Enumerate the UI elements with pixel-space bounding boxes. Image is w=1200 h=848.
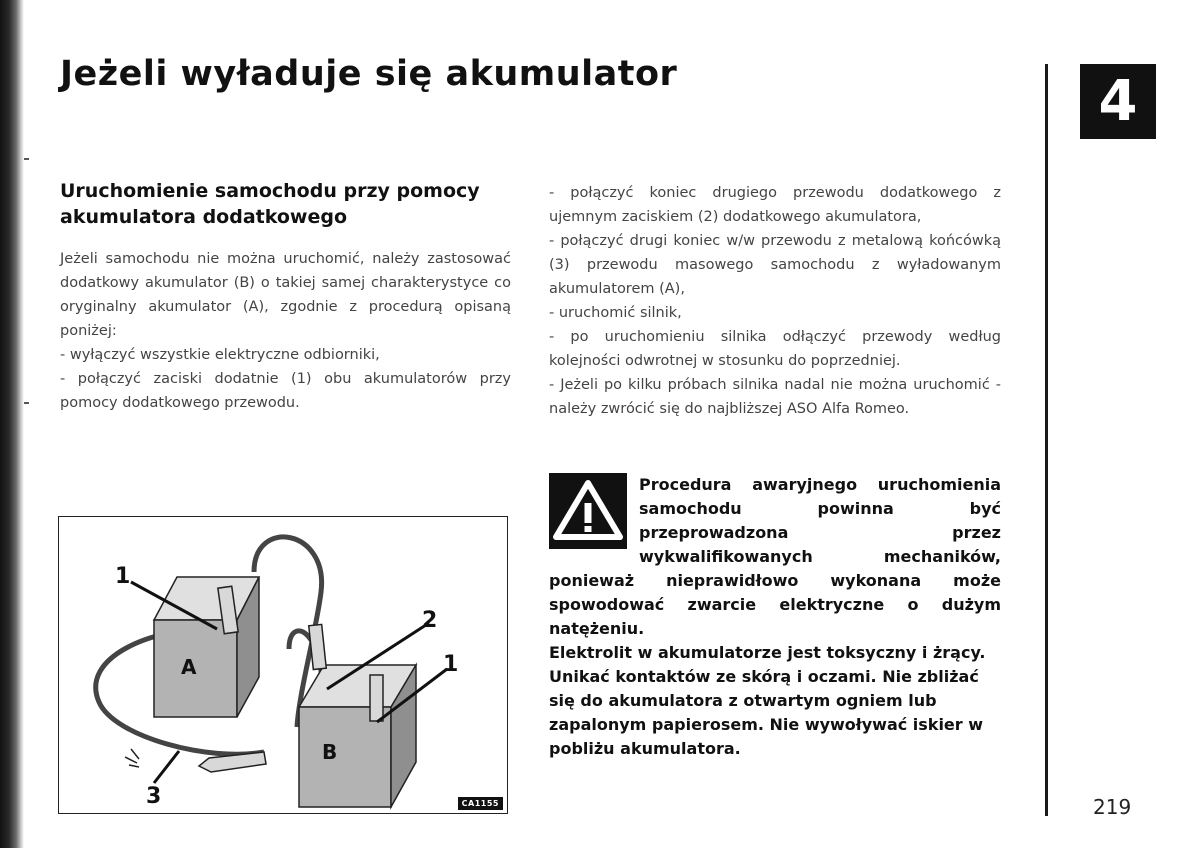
warning-notice (549, 473, 1001, 761)
step-item: - połączyć zaciski dodatnie (1) obu akumulatorów przy pomocy dodatkowego przewodu. (60, 371, 511, 411)
warning-body-text: Elektrolit w akumulatorze jest toksyczny i żrący. Unikać kontaktów ze skórą i oczami. Nie zbliżać się do akumulatora z otwartym ogniem lub zapalonym papierosem. Nie wywoływać iskier w pobliżu akumulatora. (549, 643, 986, 758)
right-column-text (549, 181, 1001, 421)
spine-mark (24, 158, 29, 160)
warning-lead-text: Procedura awaryjnego uruchomienia samochodu powinna być przeprowadzona przez wykwalifikowanych mechaników, ponieważ nieprawidłowo wykonana może spowodować zwarcie elektryczne o dużym natężeniu. (549, 475, 1001, 638)
battery-a-label: A (181, 655, 197, 679)
page-binding-shadow (0, 0, 24, 848)
callout-label: 1 (115, 564, 131, 589)
battery-b-label: B (322, 740, 338, 764)
step-item: - wyłączyć wszystkie elektryczne odbiorniki, (60, 347, 380, 363)
clamp (309, 624, 327, 669)
section-title: Uruchomienie samochodu przy pomocy akumulatora dodatkowego (60, 180, 480, 228)
step-item: - uruchomić silnik, (549, 305, 682, 321)
step-item: - po uruchomieniu silnika odłączyć przewody według kolejności odwrotnej w stosunku do poprzedniej. (549, 329, 1001, 369)
left-column-text (60, 247, 511, 415)
clamp (370, 675, 383, 721)
vertical-divider (1045, 64, 1048, 816)
chapter-marker: 4 (1080, 64, 1156, 139)
callout-label: 3 (146, 784, 162, 809)
callout-label: 2 (422, 608, 438, 633)
figure-code: CA1155 (458, 797, 503, 810)
page-number: 219 (1093, 795, 1132, 819)
callout-label: 1 (443, 652, 459, 677)
spine-mark (24, 402, 29, 404)
callout-line (154, 751, 179, 783)
spark-icon (125, 749, 139, 767)
jump-start-figure (58, 516, 508, 814)
step-item: - połączyć koniec drugiego przewodu dodatkowego z ujemnym zaciskiem (2) dodatkowego akumulatora, (549, 185, 1001, 225)
step-item: - Jeżeli po kilku próbach silnika nadal nie można uruchomić - należy zwrócić się do najbliższej ASO Alfa Romeo. (549, 377, 1001, 417)
step-item: - połączyć drugi koniec w/w przewodu z metalową końcówką (3) przewodu masowego samochodu z wyładowanym akumulatorem (A), (549, 233, 1001, 297)
battery-connection-diagram (59, 517, 507, 813)
intro-paragraph: Jeżeli samochodu nie można uruchomić, należy zastosować dodatkowy akumulator (B) o takiej samej charakterystyce co oryginalny akumulator (A), zgodnie z procedurą opisaną poniżej: (60, 251, 511, 339)
page-title: Jeżeli wyładuje się akumulator (60, 54, 678, 94)
